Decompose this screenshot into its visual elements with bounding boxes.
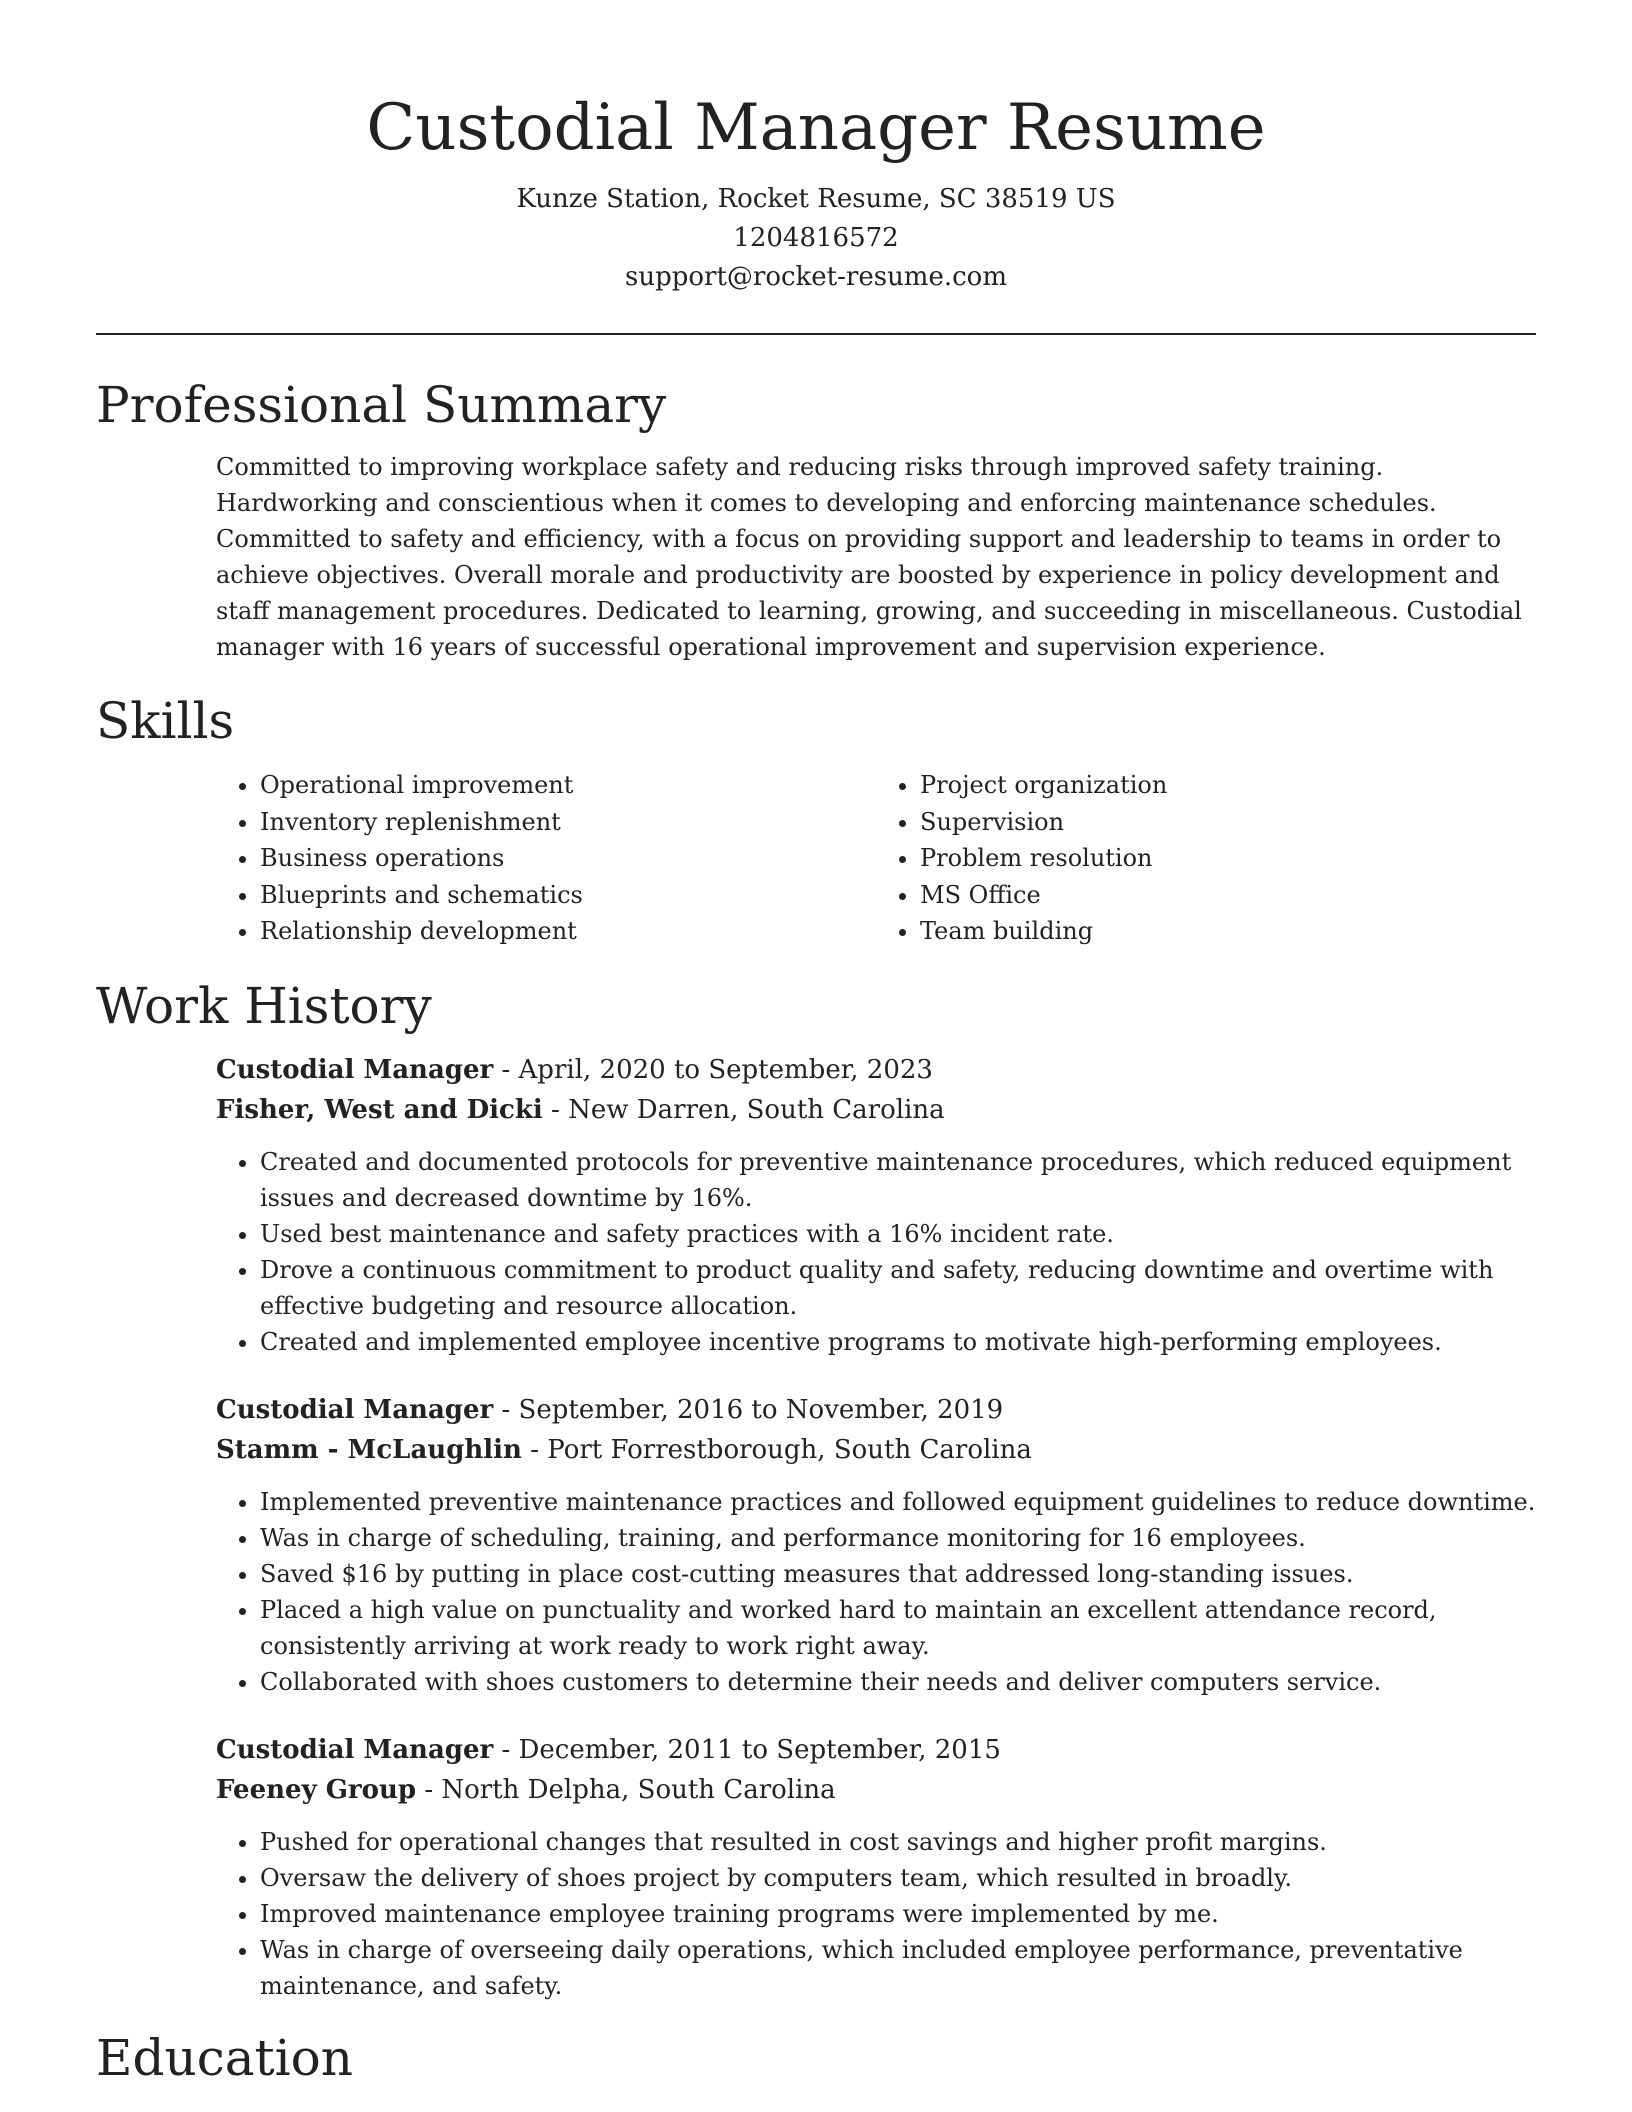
job-bullet: • Created and implemented employee incentive programs to motivate high-performing employees.: [260, 1324, 1536, 1360]
job-location: - New Darren, South Carolina: [542, 1094, 945, 1125]
job-bullet: • Improved maintenance employee training programs were implemented by me.: [260, 1896, 1536, 1932]
job-bullet: • Collaborated with shoes customers to determine their needs and deliver computers service.: [260, 1664, 1536, 1700]
job-title-line: [216, 1730, 1536, 1770]
education-heading: Education: [96, 2028, 353, 2087]
job-role: Custodial Manager: [216, 1734, 494, 1765]
skill-item: • Business operations: [260, 840, 876, 877]
contact-info: [96, 180, 1536, 297]
skills-list-right: [876, 767, 1536, 950]
contact-phone: 1204816572: [733, 223, 899, 253]
job-entry: [216, 1390, 1536, 1700]
job-company-line: [216, 1770, 1536, 1810]
skill-item: • Inventory replenishment: [260, 804, 876, 841]
job-entry: [216, 1730, 1536, 2004]
job-bullet: • Pushed for operational changes that resulted in cost savings and higher profit margins.: [260, 1824, 1536, 1860]
job-company: Stamm - McLaughlin: [216, 1434, 522, 1465]
job-role: Custodial Manager: [216, 1394, 494, 1425]
contact-email: support@rocket-resume.com: [624, 262, 1007, 292]
job-bullets: [216, 1484, 1536, 1700]
skill-item: • Problem resolution: [920, 840, 1536, 877]
job-title-line: [216, 1390, 1536, 1430]
job-company: Fisher, West and Dicki: [216, 1094, 543, 1125]
skill-item: • MS Office: [920, 877, 1536, 914]
job-bullet: • Placed a high value on punctuality and worked hard to maintain an excellent attendance record, consistently arriving at work ready to work right away.: [260, 1592, 1536, 1664]
contact-address: Kunze Station, Rocket Resume, SC 38519 US: [516, 184, 1116, 214]
job-dates: - December, 2011 to September, 2015: [493, 1734, 1001, 1765]
resume-title: Custodial Manager Resume: [366, 91, 1266, 165]
skill-item: • Blueprints and schematics: [260, 877, 876, 914]
skill-item: • Supervision: [920, 804, 1536, 841]
job-location: - North Delpha, South Carolina: [416, 1774, 836, 1805]
job-bullet: • Drove a continuous commitment to product quality and safety, reducing downtime and overtime with effective budgeting and resource allocation.: [260, 1252, 1536, 1324]
job-bullet: • Saved $16 by putting in place cost-cutting measures that addressed long-standing issues.: [260, 1556, 1536, 1592]
job-dates: - April, 2020 to September, 2023: [493, 1054, 933, 1085]
job-bullet: • Oversaw the delivery of shoes project by computers team, which resulted in broadly.: [260, 1860, 1536, 1896]
job-bullet: • Was in charge of overseeing daily operations, which included employee performance, preventative maintenance, and safety.: [260, 1932, 1536, 2004]
job-entry: [216, 1050, 1536, 1360]
summary-text: Committed to improving workplace safety and reducing risks through improved safety training. Hardworking and conscientious when it comes to developing and enforcing maintenance schedules. Committed to safety and efficiency, with a focus on providing support and leadership to teams in order to achieve objectives. Overall morale and productivity are boosted by experience in policy development and staff management procedures. Dedicated to learning, growing, and succeeding in miscellaneous. Custodial manager with 16 years of successful operational improvement and supervision experience.: [216, 453, 1522, 661]
summary-heading: Professional Summary: [96, 376, 667, 434]
job-bullet: • Used best maintenance and safety practices with a 16% incident rate.: [260, 1216, 1536, 1252]
job-company: Feeney Group: [216, 1774, 417, 1805]
job-title-line: [216, 1050, 1536, 1090]
job-company-line: [216, 1090, 1536, 1130]
job-bullet: • Implemented preventive maintenance practices and followed equipment guidelines to reduce downtime.: [260, 1484, 1536, 1520]
job-location: - Port Forrestborough, South Carolina: [521, 1434, 1032, 1465]
resume-page: [96, 0, 1536, 2090]
resume-header: [96, 0, 1536, 297]
skills-columns: [216, 767, 1536, 950]
skill-item: • Relationship development: [260, 913, 876, 950]
work-history-section: [216, 1050, 1536, 2004]
job-bullets: [216, 1144, 1536, 1360]
work-history-heading: Work History: [96, 976, 432, 1035]
header-divider: [96, 333, 1536, 335]
skills-heading: Skills: [96, 692, 235, 750]
skill-item: • Team building: [920, 913, 1536, 950]
job-bullet: • Created and documented protocols for preventive maintenance procedures, which reduced equipment issues and decreased downtime by 16%.: [260, 1144, 1536, 1216]
summary-section: [216, 449, 1536, 665]
job-bullet: • Was in charge of scheduling, training, and performance monitoring for 16 employees.: [260, 1520, 1536, 1556]
skills-list-left: [216, 767, 876, 950]
skill-item: • Operational improvement: [260, 767, 876, 804]
job-role: Custodial Manager: [216, 1054, 494, 1085]
skill-item: • Project organization: [920, 767, 1536, 804]
job-bullets: [216, 1824, 1536, 2004]
skills-section: [216, 767, 1536, 950]
job-company-line: [216, 1430, 1536, 1470]
job-dates: - September, 2016 to November, 2019: [493, 1394, 1004, 1425]
